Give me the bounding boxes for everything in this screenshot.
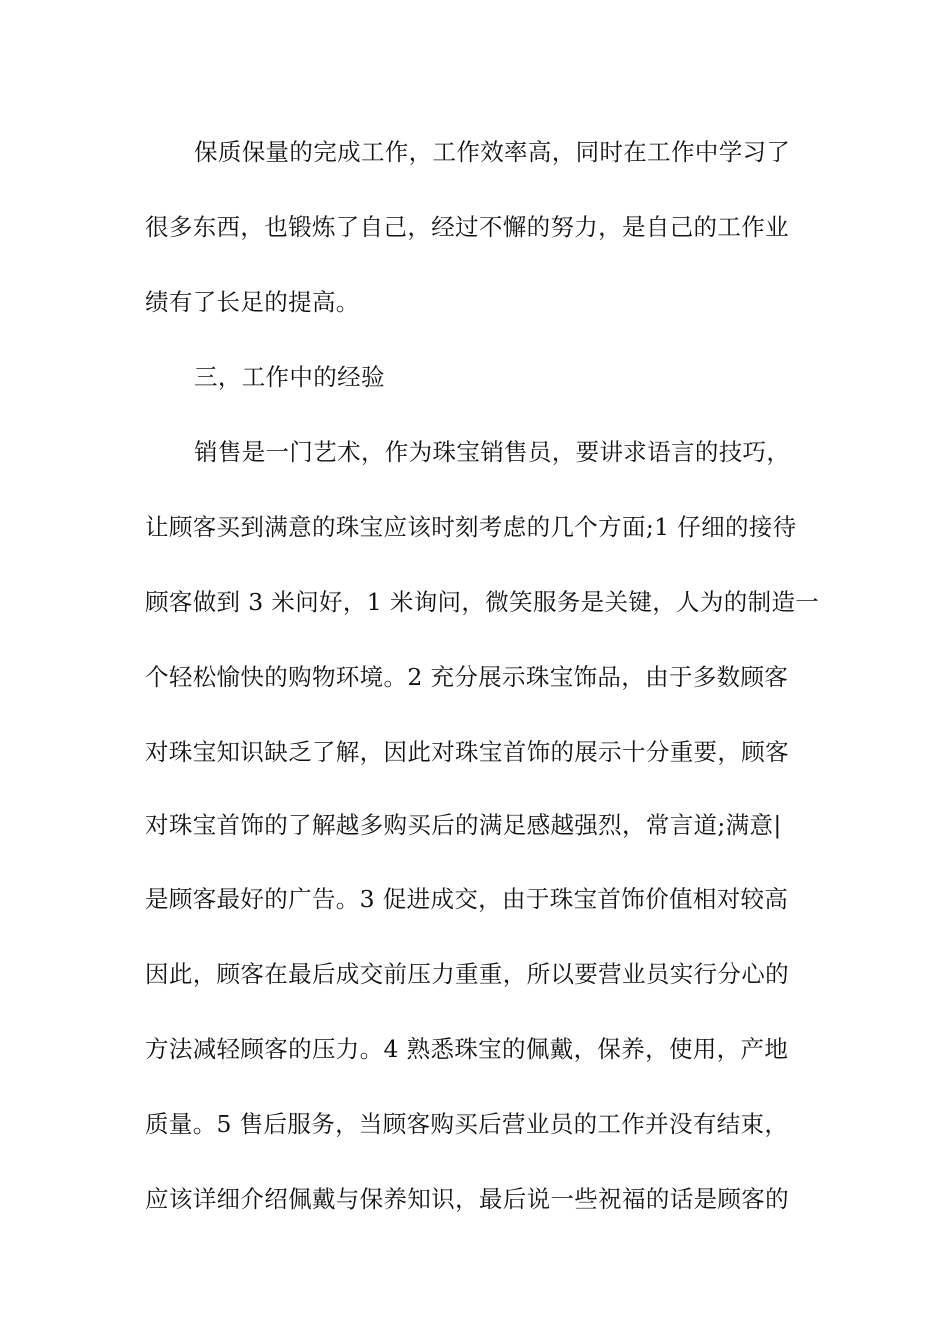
paragraph-line: 方法减轻顾客的压力。4 熟悉珠宝的佩戴，保养，使用，产地	[145, 1035, 789, 1063]
paragraph-line: 保质保量的完成工作，工作效率高，同时在工作中学习了	[194, 138, 791, 166]
paragraph-line: 个轻松愉快的购物环境。2 充分展示珠宝饰品，由于多数顾客	[145, 663, 789, 691]
paragraph-line: 对珠宝知识缺乏了解，因此对珠宝首饰的展示十分重要，顾客	[145, 738, 789, 766]
paragraph-line: 质量。5 售后服务，当顾客购买后营业员的工作并没有结束，	[145, 1110, 789, 1138]
paragraph-line: 很多东西，也锻炼了自己，经过不懈的努力，是自己的工作业	[145, 213, 789, 241]
paragraph-line: 让顾客买到满意的珠宝应该时刻考虑的几个方面;1 仔细的接待	[145, 513, 797, 541]
paragraph-line: 绩有了长足的提高。	[145, 288, 360, 316]
paragraph-line: 应该详细介绍佩戴与保养知识，最后说一些祝福的话是顾客的	[145, 1185, 789, 1213]
paragraph-line: 销售是一门艺术，作为珠宝销售员，要讲求语言的技巧，	[194, 438, 791, 466]
paragraph-line: 因此，顾客在最后成交前压力重重，所以要营业员实行分心的	[145, 960, 789, 988]
section-heading: 三，工作中的经验	[194, 363, 385, 391]
paragraph-line: 对珠宝首饰的了解越多购买后的满足感越强烈，常言道;满意|	[145, 811, 782, 839]
paragraph-line: 是顾客最好的广告。3 促进成交，由于珠宝首饰价值相对较高	[145, 885, 789, 913]
paragraph-line: 顾客做到 3 米问好，1 米询问，微笑服务是关键，人为的制造一	[145, 588, 820, 616]
